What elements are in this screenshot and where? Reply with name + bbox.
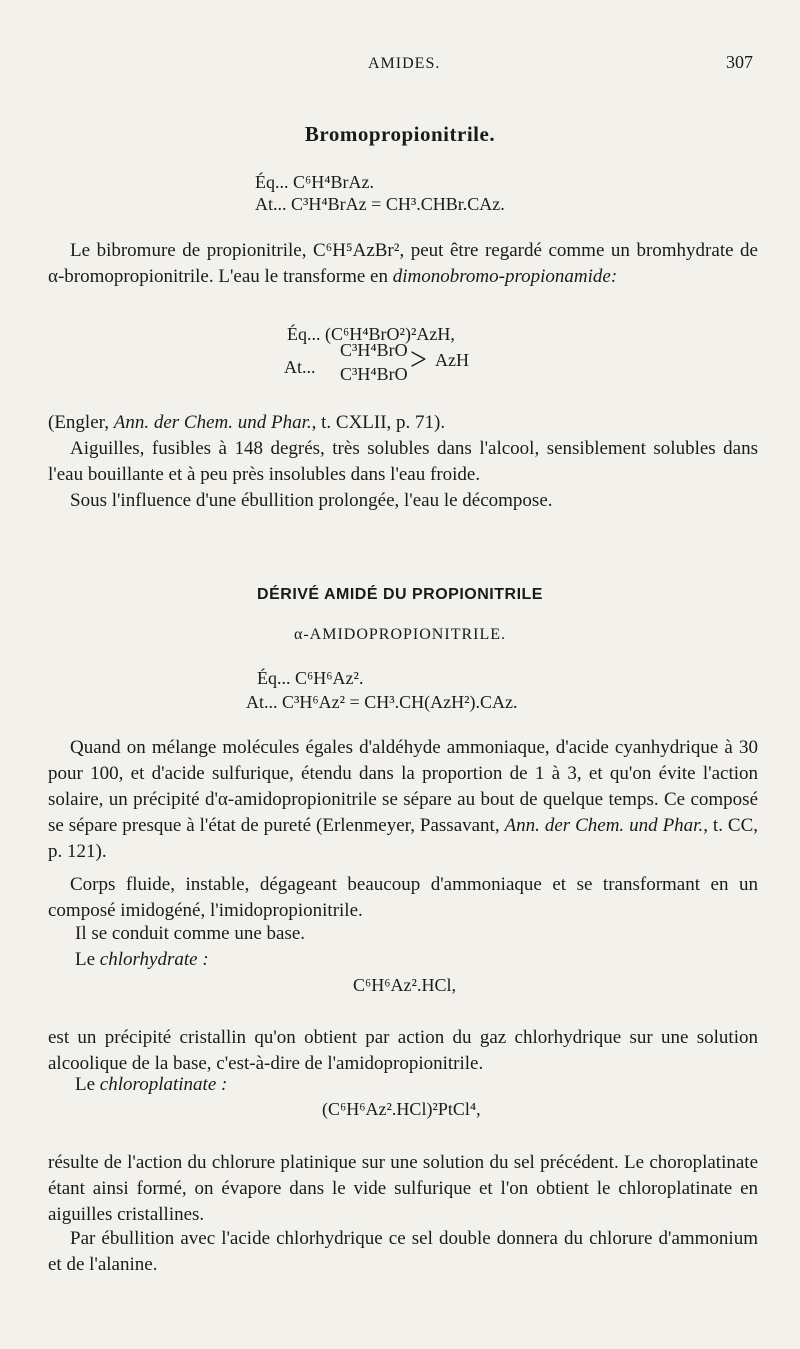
formula-at-3-value: C³H⁶Az² = CH³.CH(AzH²).CAz. <box>282 692 518 712</box>
page-number: 307 <box>726 52 753 72</box>
paragraph-precipite <box>48 1025 758 1077</box>
paragraph-preparation <box>48 735 758 865</box>
formula-eq-3-value: C⁶H⁶Az². <box>295 668 364 688</box>
formula-at-2-stack <box>340 338 408 386</box>
subsection-title: α-AMIDOPROPIONITRILE. <box>293 626 507 643</box>
formula-eq-1 <box>255 172 374 193</box>
brace-symbol: > <box>410 341 427 378</box>
running-head: AMIDES. <box>368 55 441 72</box>
paragraph-italic: dimonobromo-propionamide: <box>392 266 618 287</box>
paragraph-decompose: Sous l'influence d'une ébullition prolongée, l'eau le décompose. <box>70 490 553 511</box>
page-title: Bromopropionitrile. <box>304 122 496 146</box>
line-italic: chloroplatinate : <box>99 1074 228 1095</box>
paragraph-engler <box>48 410 758 514</box>
paragraph-text: résulte de l'action du chlorure platinique sur une solution du sel précédent. Le choroplatinate étant ainsi formé, on évapore dans le vide sulfurique et l'on obtient le chloroplatinate en aiguilles cristallines. <box>48 1152 758 1225</box>
paragraph-text: Le bibromure de propionitrile, C⁶H⁵AzBr², peut être regardé comme un bromhydrate de α-bromopropionitrile. L'eau le transforme en <box>48 240 758 287</box>
formula-at-2-label: At... <box>284 357 316 377</box>
formula-eq-2-value: (C⁶H⁴BrO²)²AzH, <box>325 324 455 344</box>
formula-eq-1-value: C⁶H⁴BrAz. <box>293 172 375 192</box>
formula-at-3 <box>246 692 518 713</box>
paragraph-text: , t. CXLII, p. 71). <box>311 412 446 433</box>
paragraph-resulte <box>48 1150 758 1228</box>
paragraph-text: est un précipité cristallin qu'on obtient par action du gaz chlorhydrique sur une solution alcoolique de la base, c'est-à-dire de l'amidopropionitrile. <box>48 1027 758 1074</box>
formula-eq-3 <box>257 668 363 689</box>
paragraph-text: Quand on mélange molécules égales d'aldéhyde ammoniaque, d'acide cyanhydrique à 30 pour 100, et d'acide sulfurique, étendu dans la proportion de 1 à 3, et qu'on évite l'action solaire, un précipité d'α-amidopropionitrile se sépare au bout de quelque temps. Ce composé se sépare presque à l'état de pureté (Erlenmeyer, Passavant, <box>48 737 758 836</box>
formula-at-1-label: At... <box>255 194 287 214</box>
line-text: Le <box>75 949 100 970</box>
line-text: Le <box>75 1074 100 1095</box>
formula-eq-1-label: Éq... <box>255 172 289 192</box>
formula-at-2-top: C³H⁴BrO <box>340 340 408 360</box>
paragraph-text: , t. CC, p. 121). <box>48 815 759 862</box>
paragraph-text: (Engler, <box>48 412 114 433</box>
paragraph-properties: Aiguilles, fusibles à 148 degrés, très solubles dans l'alcool, sensiblement solubles dans l'eau bouillante et à peu près insolubles dans l'eau froide. <box>48 438 758 485</box>
section-title: DÉRIVÉ AMIDÉ DU PROPIONITRILE <box>257 586 543 603</box>
paragraph-text: Corps fluide, instable, dégageant beaucoup d'ammoniaque et se transformant en un composé imidogéné, l'imidopropionitrile. <box>48 874 758 921</box>
paragraph-text: Par ébullition avec l'acide chlorhydrique ce sel double donnera du chlorure d'ammonium et de l'alanine. <box>48 1228 758 1275</box>
paragraph-italic: Ann. der Chem. und Phar. <box>504 815 704 836</box>
formula-at-1 <box>255 194 505 215</box>
line-chloroplatinate <box>75 1074 227 1096</box>
line-italic: chlorhydrate : <box>99 949 209 970</box>
paragraph-ebullition <box>48 1226 758 1278</box>
line-base: Il se conduit comme une base. <box>75 923 306 944</box>
paragraph-bibromure <box>48 238 758 290</box>
line-chlorhydrate <box>75 949 209 971</box>
paragraph-corps-fluide <box>48 872 758 924</box>
formula-at-2-bottom: C³H⁴BrO <box>340 364 408 384</box>
paragraph-italic: Ann. der Chem. und Phar. <box>113 412 312 433</box>
formula-at-1-value: C³H⁴BrAz = CH³.CHBr.CAz. <box>291 194 505 214</box>
formula-chloroplatinate: (C⁶H⁶Az².HCl)²PtCl⁴, <box>322 1099 481 1119</box>
formula-at-2-right: AzH <box>435 350 469 370</box>
formula-eq-2-label: Éq... <box>287 324 321 344</box>
formula-eq-3-label: Éq... <box>257 668 291 688</box>
formula-chlorhydrate: C⁶H⁶Az².HCl, <box>353 975 456 995</box>
formula-at-3-label: At... <box>246 692 278 712</box>
